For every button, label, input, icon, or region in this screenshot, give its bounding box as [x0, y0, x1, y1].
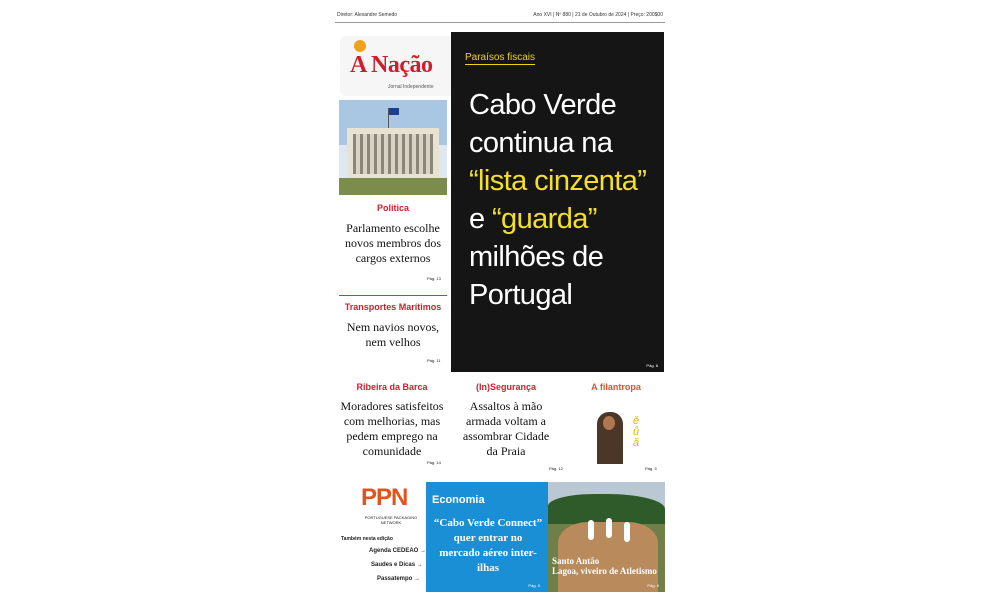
- section-filantropa: A filantropa: [591, 382, 641, 392]
- logo-subtitle: Jornal Independente: [388, 84, 434, 90]
- hero-line-4-pre: e: [469, 203, 492, 235]
- ppn-subtitle: PORTUGUESE PACKAGING NETWORK: [364, 515, 418, 525]
- page-ref-filantropa: Pág. 3: [645, 466, 657, 471]
- hero-story[interactable]: [451, 32, 664, 372]
- sun-icon: [354, 40, 366, 52]
- hero-page-ref: Pág. 8: [646, 363, 658, 368]
- divider: [339, 295, 447, 296]
- logo-name: A Nação: [350, 52, 433, 78]
- hero-line-1: Cabo Verde: [469, 89, 617, 121]
- ppn-logo: PPN: [361, 484, 408, 511]
- hero-line-4-highlight: “guarda”: [492, 203, 597, 235]
- page-ref-transportes: Pág. 11: [427, 358, 441, 363]
- top-rule: [335, 22, 665, 23]
- economia-box[interactable]: [426, 482, 548, 592]
- page-ref-inseguranca: Pág. 12: [549, 466, 563, 471]
- santo-caption-title: Santo Antão: [552, 556, 600, 566]
- list-item[interactable]: Saudes e Dicas →: [371, 562, 423, 568]
- runner: [588, 520, 594, 540]
- issue-line: Ano XVI | Nº 880 | 21 de Outubro de 2024 | Preço: 200$00: [533, 12, 663, 18]
- story-assaltos[interactable]: Assaltos à mão armada voltam a assombrar Cidade da Praia: [462, 399, 550, 458]
- hero-line-2: continua na: [469, 127, 613, 159]
- section-inseguranca: (In)Segurança: [475, 382, 536, 392]
- flag-icon: [389, 108, 399, 115]
- page-ref-economia: Pág. 5: [528, 583, 540, 588]
- story-ribeira[interactable]: Moradores satisfeitos com melhorias, mas pedem emprego na comunidade: [340, 399, 444, 458]
- section-economia: Economia: [432, 494, 485, 506]
- also-in-edition-heading: Também nesta edição: [341, 536, 393, 542]
- santo-caption-text: Lagoa, viveiro de Atletismo: [552, 566, 657, 576]
- list-item[interactable]: Passatempo →: [377, 576, 421, 582]
- director-line: Diretor: Alexandre Semedo: [337, 12, 398, 18]
- santo-caption: [552, 556, 657, 576]
- hero-kicker: Paraísos fiscais: [465, 52, 536, 63]
- decorative-script: ě ů ă: [633, 415, 640, 449]
- ppn-advert[interactable]: [355, 484, 425, 526]
- filantropa-photo[interactable]: [589, 406, 661, 464]
- hero-line-4: [469, 200, 664, 238]
- story-connect: “Cabo Verde Connect” quer entrar no mercado aéreo inter-ilhas: [433, 517, 543, 574]
- hero-line-3: “lista cinzenta”: [469, 165, 647, 197]
- runner: [606, 518, 612, 538]
- story-parlamento[interactable]: Parlamento escolhe novos membros dos cargos externos: [345, 221, 441, 265]
- parliament-photo[interactable]: [339, 100, 447, 195]
- story-navios[interactable]: Nem navios novos, nem velhos: [346, 320, 440, 349]
- newspaper-front-page: [335, 8, 665, 592]
- page-ref-santo: Pág. 6: [647, 583, 659, 588]
- page-ref-politica: Pág. 13: [427, 276, 441, 281]
- santo-antao-photo[interactable]: [548, 482, 665, 592]
- page-ref-ribeira: Pág. 14: [427, 460, 441, 465]
- hero-line-5: milhões de: [469, 241, 604, 273]
- section-politica: Política: [376, 203, 409, 213]
- hero-headline: [469, 86, 664, 314]
- list-item[interactable]: Agenda CEDEAO →: [369, 548, 427, 554]
- runner: [624, 522, 630, 542]
- hero-line-6: Portugal: [469, 279, 573, 311]
- section-ribeira: Ribeira da Barca: [356, 382, 428, 392]
- newspaper-logo[interactable]: [340, 36, 455, 96]
- section-transportes: Transportes Marítimos: [344, 302, 442, 312]
